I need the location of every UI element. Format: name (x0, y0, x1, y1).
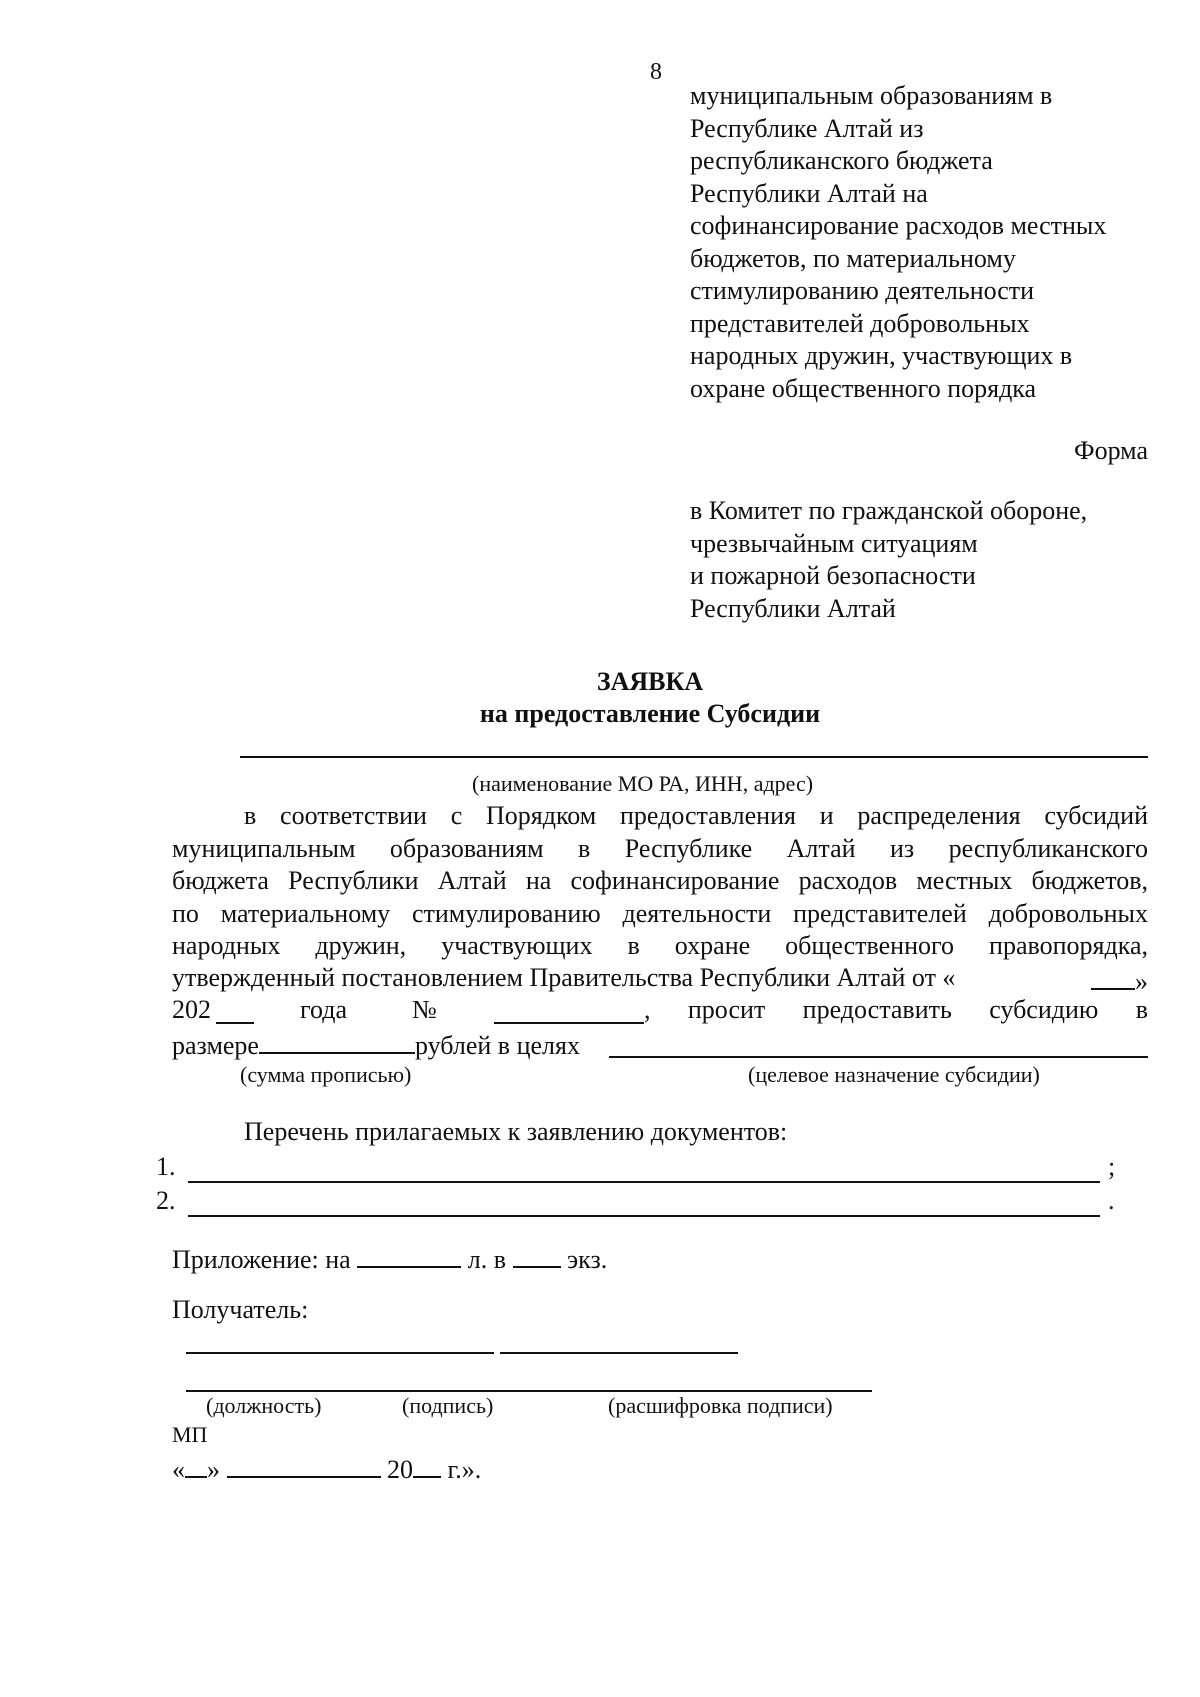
date-day-field[interactable] (185, 1450, 207, 1478)
purpose-label: рублей в целях (414, 1031, 580, 1060)
recipient-signature-field[interactable] (500, 1352, 738, 1354)
header-line: муниципальным образованиям в (690, 81, 1053, 110)
body-line: народных дружин, участвующих в охране общественного правопорядка, (172, 931, 1148, 960)
date-open-quote: « (172, 1455, 185, 1484)
decree-year-field[interactable] (216, 996, 254, 1024)
attachment-line (172, 1240, 607, 1277)
date-month-field[interactable] (227, 1450, 381, 1478)
addressee-line: Республики Алтай (690, 593, 896, 623)
document-item-number: 2. (156, 1186, 176, 1215)
header-line: Республики Алтай на (690, 178, 928, 208)
body-line: в соответствии с Порядком предоставления и распределения субсидий (244, 801, 1148, 830)
attachment-middle: л. в (467, 1245, 506, 1274)
stamp-label: МП (172, 1422, 208, 1447)
header-line: представителей добровольных (690, 308, 1030, 338)
date-suffix: г.». (447, 1455, 482, 1484)
sum-caption: (сумма прописью) (240, 1062, 412, 1087)
attachment-pages-field[interactable] (357, 1240, 461, 1268)
body-line: муниципальным образованиям в Республике Алтай из республиканского (172, 833, 1148, 863)
amount-label: размере (172, 1031, 259, 1060)
signature-caption: (подпись) (402, 1393, 494, 1418)
attachment-copies-field[interactable] (513, 1240, 561, 1268)
applicant-name-field[interactable] (240, 756, 1148, 758)
addressee-line: в Комитет по гражданской обороне, (690, 496, 1088, 525)
date-year-prefix: 20 (387, 1455, 413, 1484)
header-line: стимулированию деятельности (690, 276, 1035, 305)
decoding-caption: (расшифровка подписи) (608, 1393, 833, 1418)
header-block (690, 80, 1170, 405)
decree-day-field[interactable] (1091, 962, 1135, 990)
document-item-end: ; (1108, 1152, 1116, 1181)
date-close-quote: » (207, 1455, 220, 1484)
position-caption: (должность) (206, 1393, 322, 1418)
decree-number-field[interactable] (494, 996, 644, 1024)
body-paragraph (172, 800, 1148, 963)
document-item-field[interactable] (188, 1215, 1100, 1217)
request-text: , просит предоставить субсидию в (644, 995, 1148, 1024)
header-line: народных дружин, участвующих в (690, 341, 1073, 370)
year-word: года (300, 995, 348, 1024)
number-sign: № (412, 995, 437, 1024)
header-line: бюджетов, по материальному (690, 243, 1016, 273)
page-number: 8 (650, 59, 662, 85)
body-line: бюджета Республики Алтай на софинансирование расходов местных бюджетов, (172, 866, 1148, 895)
purpose-caption: (целевое назначение субсидии) (748, 1062, 1040, 1087)
decree-day-close: » (1135, 967, 1148, 996)
addressee-line: и пожарной безопасности (690, 561, 976, 590)
addressee-block (690, 495, 1170, 625)
recipient-position-field[interactable] (186, 1352, 494, 1354)
year-prefix: 202 (172, 995, 211, 1024)
header-line: охране общественного порядка (690, 373, 1037, 403)
document-item-end: . (1108, 1186, 1115, 1215)
body-line: по материальному стимулированию деятельности представителей добровольных (172, 898, 1148, 928)
applicant-caption: (наименование МО РА, ИНН, адрес) (472, 771, 814, 796)
amount-field[interactable] (259, 1026, 415, 1054)
attachment-suffix: экз. (567, 1245, 608, 1274)
addressee-line: чрезвычайным ситуациям (690, 528, 978, 558)
documents-heading: Перечень прилагаемых к заявлению документов: (244, 1117, 788, 1146)
document-item-field[interactable] (188, 1181, 1100, 1183)
header-line: софинансирование расходов местных (690, 211, 1107, 240)
purpose-field[interactable] (609, 1056, 1148, 1058)
form-label: Форма (1074, 436, 1148, 465)
document-title: ЗАЯВКА (596, 667, 704, 696)
date-year-field[interactable] (413, 1450, 441, 1478)
header-line: Республике Алтай из (690, 113, 924, 143)
date-line (172, 1450, 481, 1487)
body-line-amount (172, 1026, 580, 1063)
header-line: республиканского бюджета (690, 146, 993, 175)
recipient-decoding-field[interactable] (186, 1390, 872, 1392)
attachment-prefix: Приложение: на (172, 1245, 351, 1274)
document-subtitle: на предоставление Субсидии (479, 699, 821, 728)
document-item-number: 1. (156, 1152, 176, 1181)
recipient-label: Получатель: (172, 1295, 309, 1324)
decree-text: утвержденный постановлением Правительства Республики Алтай от « (172, 963, 956, 992)
